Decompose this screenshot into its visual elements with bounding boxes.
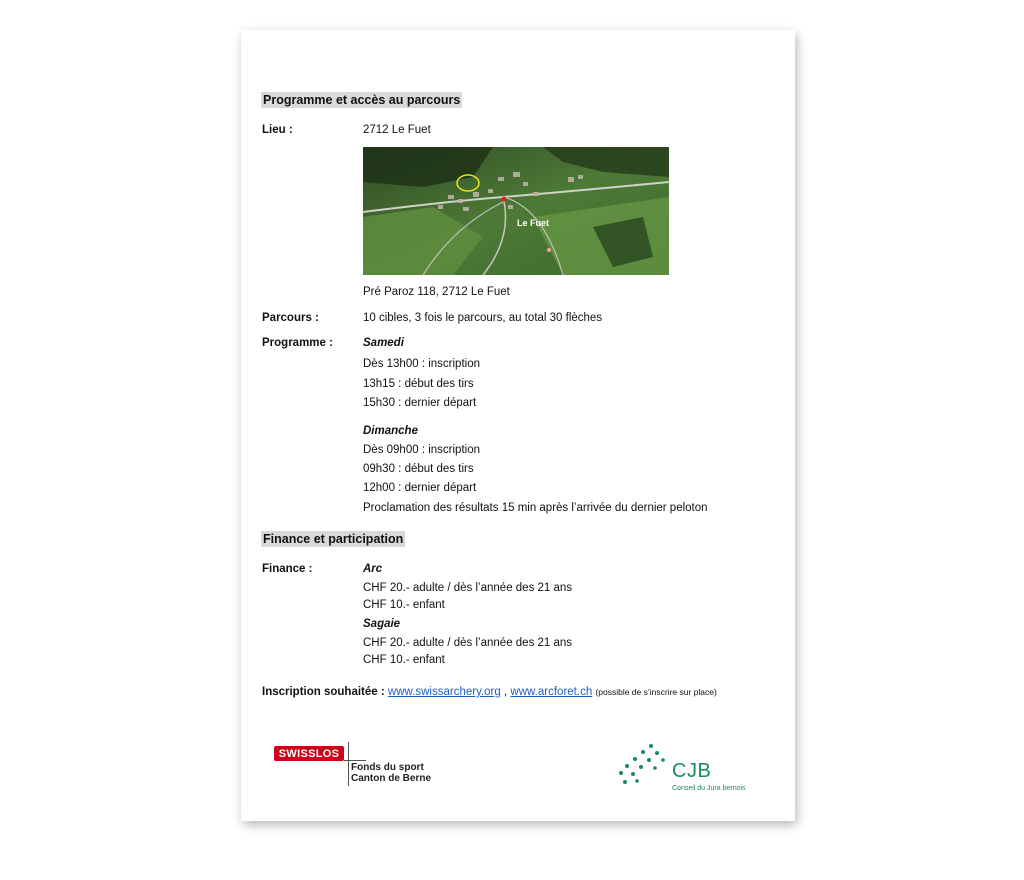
dimanche-item: Proclamation des résultats 15 min après l’arrivée du dernier peloton [363, 502, 708, 514]
inscription-line [262, 686, 717, 698]
fonds-du-sport-text [351, 762, 431, 784]
samedi-title: Samedi [363, 337, 404, 349]
lieu-value: 2712 Le Fuet [363, 124, 431, 136]
samedi-item: 15h30 : dernier départ [363, 397, 477, 409]
address-text: Pré Paroz 118, 2712 Le Fuet [363, 286, 510, 298]
sagaie-price: CHF 10.- enfant [363, 654, 445, 666]
dimanche-item: 09h30 : début des tirs [363, 463, 474, 475]
sagaie-price: CHF 20.- adulte / dès l’année des 21 ans [363, 637, 573, 649]
dimanche-item: 12h00 : dernier départ [363, 482, 477, 494]
swisslos-logo [274, 746, 344, 761]
dimanche-title: Dimanche [363, 425, 418, 437]
cjb-subtitle: Conseil du Jura bernois [672, 785, 746, 792]
cjb-logo-text: CJB [672, 760, 712, 782]
arc-title: Arc [363, 563, 383, 575]
inscription-label: Inscription souhaitée : [262, 686, 385, 698]
cjb-dots-icon [617, 742, 673, 788]
section-heading-finance: Finance et participation [263, 532, 404, 546]
section-heading-programme: Programme et accès au parcours [263, 93, 461, 107]
logo-divider [348, 742, 349, 786]
fonds-line-1: Fonds du sport [351, 762, 424, 773]
arc-price: CHF 10.- enfant [363, 599, 445, 611]
fonds-line-2: Canton de Berne [351, 773, 432, 784]
finance-label: Finance : [262, 563, 313, 575]
arc-price: CHF 20.- adulte / dès l’année des 21 ans [363, 582, 573, 594]
lieu-label: Lieu : [262, 124, 293, 136]
swisslos-logo-text: SWISSLOS [278, 747, 340, 760]
samedi-item: 13h15 : début des tirs [363, 378, 474, 390]
sagaie-title: Sagaie [363, 618, 401, 630]
arcforet-link[interactable]: www.arcforet.ch [510, 686, 593, 698]
programme-label: Programme : [262, 337, 333, 349]
map-label: Le Fuet [517, 218, 550, 228]
map-image [363, 147, 669, 275]
logo-divider [344, 760, 366, 761]
link-separator: , [504, 686, 508, 698]
parcours-value: 10 cibles, 3 fois le parcours, au total 30 flèches [363, 312, 603, 324]
dimanche-item: Dès 09h00 : inscription [363, 444, 480, 456]
inscription-note: (possible de s’inscrire sur place) [595, 687, 717, 697]
document-page [241, 30, 795, 821]
location-map [363, 147, 669, 275]
swissarchery-link[interactable]: www.swissarchery.org [387, 686, 501, 698]
samedi-item: Dès 13h00 : inscription [363, 358, 480, 370]
parcours-label: Parcours : [262, 312, 319, 324]
